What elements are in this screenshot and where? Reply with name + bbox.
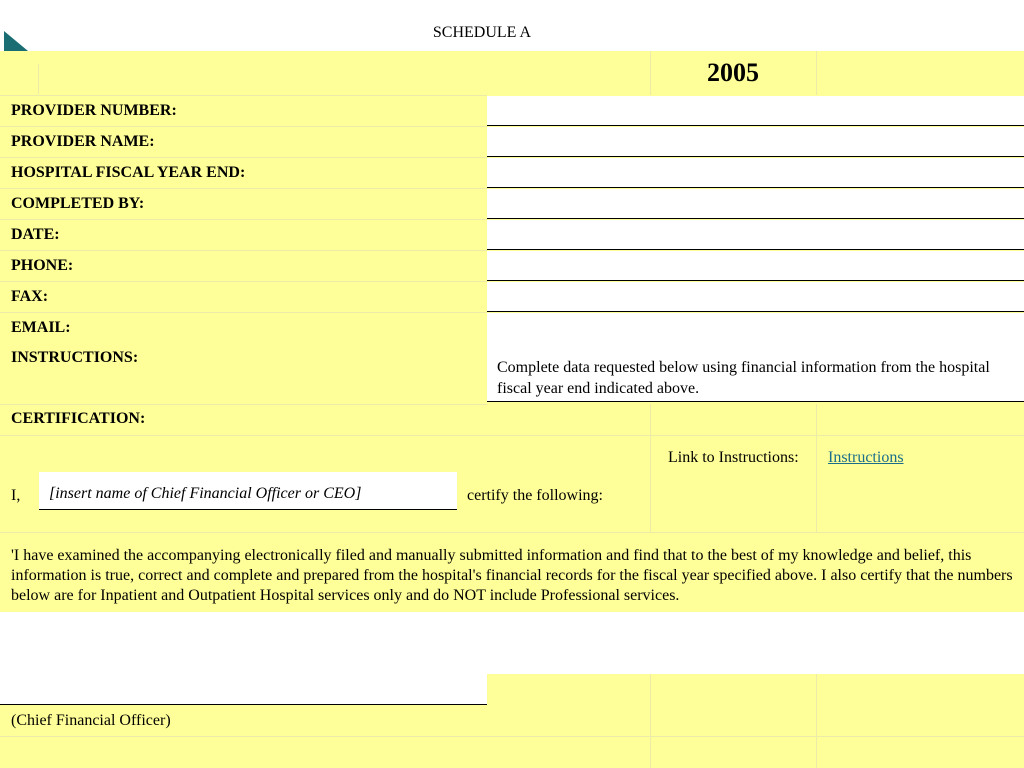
year-heading: 2005 [707,58,759,87]
grid-line [0,435,1024,436]
instructions-text: Complete data requested below using financial information from the hospital fiscal year end indicated above. [487,342,1024,402]
form-background-signature-right [487,674,1024,705]
grid-line [0,281,487,282]
grid-line [816,674,817,768]
phone-field[interactable] [487,251,1024,281]
completed-by-label: COMPLETED BY: [11,195,145,212]
grid-line [0,219,487,220]
grid-line [0,95,487,96]
grid-line [650,674,651,768]
provider-number-label: PROVIDER NUMBER: [11,102,177,119]
grid-line [0,736,1024,737]
fiscal-year-end-label: HOSPITAL FISCAL YEAR END: [11,164,246,181]
grid-line [0,404,487,405]
grid-line [0,532,1024,533]
provider-number-field[interactable] [487,96,1024,126]
email-field[interactable] [487,313,1024,343]
signature-caption: (Chief Financial Officer) [11,712,171,729]
date-label: DATE: [11,226,60,243]
instructions-link-prefix: Link to Instructions: [668,449,799,466]
grid-line [0,126,487,127]
certify-suffix: certify the following: [467,487,603,504]
page-title: SCHEDULE A [432,24,532,41]
grid-line [650,404,651,532]
grid-line [0,312,487,313]
grid-line [38,64,39,94]
ceo-name-field[interactable]: [insert name of Chief Financial Officer or CEO] [39,472,457,510]
fiscal-year-end-field[interactable] [487,158,1024,188]
certification-label: CERTIFICATION: [11,410,146,427]
grid-line [0,250,487,251]
grid-line [816,51,817,95]
phone-label: PHONE: [11,257,74,274]
certify-prefix: I, [11,487,21,504]
signature-line[interactable] [0,674,487,705]
fax-field[interactable] [487,282,1024,312]
grid-line [816,404,817,532]
grid-line [0,188,487,189]
instructions-label: INSTRUCTIONS: [11,349,139,366]
provider-name-field[interactable] [487,127,1024,157]
completed-by-field[interactable] [487,189,1024,219]
date-field[interactable] [487,220,1024,250]
certification-statement: 'I have examined the accompanying electronically filed and manually submitted information and find that to the best of my knowledge and belief, this information is true, correct and complete and prepared from the hospital's financial records for the fiscal year specified above. I also certify that the numbers below are for Inpatient and Outpatient Hospital services only and do NOT include Professional services. [11,547,1013,604]
instructions-link[interactable]: Instructions [828,449,904,466]
fax-label: FAX: [11,288,49,305]
email-label: EMAIL: [11,319,71,336]
provider-name-label: PROVIDER NAME: [11,133,155,150]
grid-line [0,157,487,158]
